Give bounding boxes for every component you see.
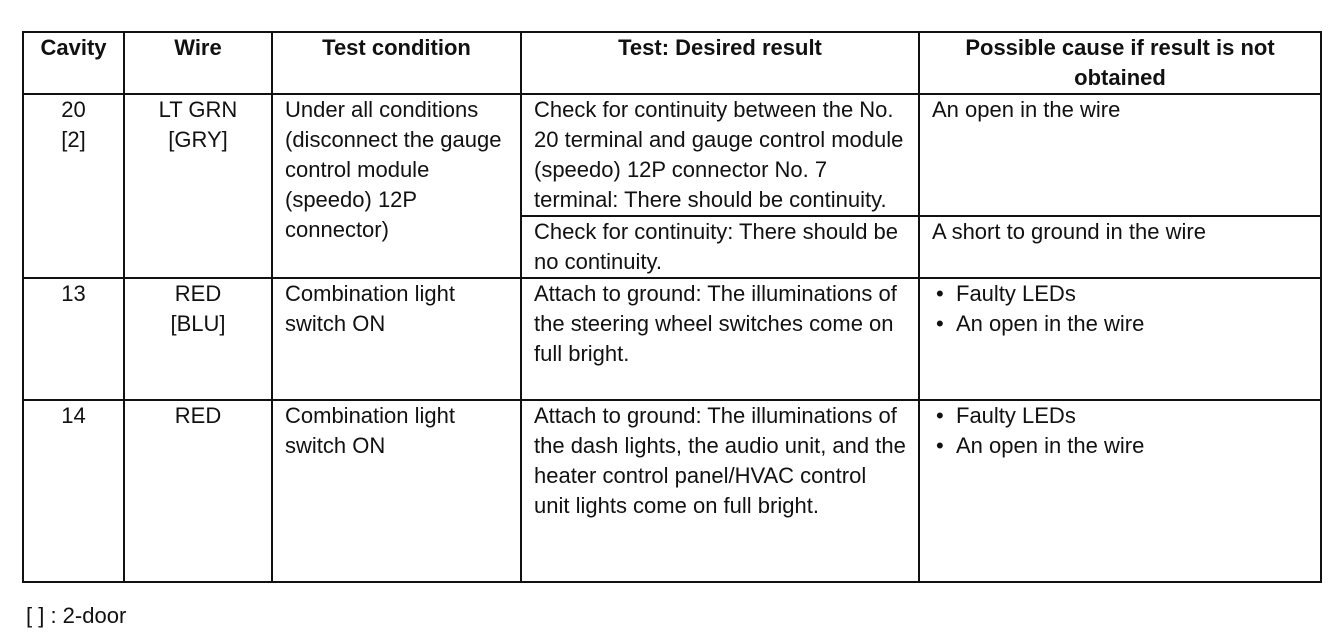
cause-item: • Faulty LEDs (932, 279, 1308, 309)
possible-cause-cell (919, 400, 1321, 582)
header-desired-result: Test: Desired result (521, 32, 919, 94)
cause-item: • An open in the wire (932, 309, 1308, 339)
cavity-number-2door: [2] (61, 127, 86, 152)
header-wire: Wire (124, 32, 272, 94)
table-row (23, 278, 1321, 400)
cause-item: • An open in the wire (932, 431, 1308, 461)
table-row (23, 400, 1321, 582)
cause-list (932, 279, 1308, 339)
cavity-cell (23, 94, 124, 278)
test-condition-cell: Combination light switch ON (272, 400, 521, 582)
wire-cell (124, 278, 272, 400)
cavity-number: 20 (61, 97, 86, 122)
possible-cause-cell (919, 278, 1321, 400)
test-condition-cell: Combination light switch ON (272, 278, 521, 400)
desired-result-cell: Check for continuity: There should be no continuity. (521, 216, 919, 278)
wire-color: RED (174, 281, 222, 306)
wire-color: LT GRN (158, 97, 238, 122)
header-test-condition: Test condition (272, 32, 521, 94)
wire-color: RED (174, 403, 222, 428)
cavity-cell (23, 400, 124, 582)
possible-cause-cell: An open in the wire (919, 94, 1321, 216)
cause-item: • Faulty LEDs (932, 401, 1308, 431)
table-row (23, 94, 1321, 216)
test-condition-cell: Under all conditions (disconnect the gauge control module (speedo) 12P connector) (272, 94, 521, 278)
wire-cell (124, 400, 272, 582)
cause-list (932, 401, 1308, 461)
desired-result-cell: Attach to ground: The illuminations of the dash lights, the audio unit, and the heater control panel/HVAC control unit lights come on full bright. (521, 400, 919, 582)
header-possible-cause: Possible cause if result is not obtained (919, 32, 1321, 94)
footnote: [ ] : 2-door (26, 603, 127, 628)
cavity-number: 14 (61, 403, 86, 428)
diagnostic-table (22, 31, 1322, 583)
wire-color-2door: [BLU] (170, 311, 226, 336)
cavity-cell (23, 278, 124, 400)
cavity-number: 13 (61, 281, 86, 306)
desired-result-cell: Attach to ground: The illuminations of the steering wheel switches come on full bright. (521, 278, 919, 400)
wire-color-2door: [GRY] (168, 127, 228, 152)
header-cavity: Cavity (23, 32, 124, 94)
possible-cause-cell: A short to ground in the wire (919, 216, 1321, 278)
desired-result-cell: Check for continuity between the No. 20 terminal and gauge control module (speedo) 12P connector No. 7 terminal: There should be continuity. (521, 94, 919, 216)
wire-cell (124, 94, 272, 278)
header-row (23, 32, 1321, 94)
